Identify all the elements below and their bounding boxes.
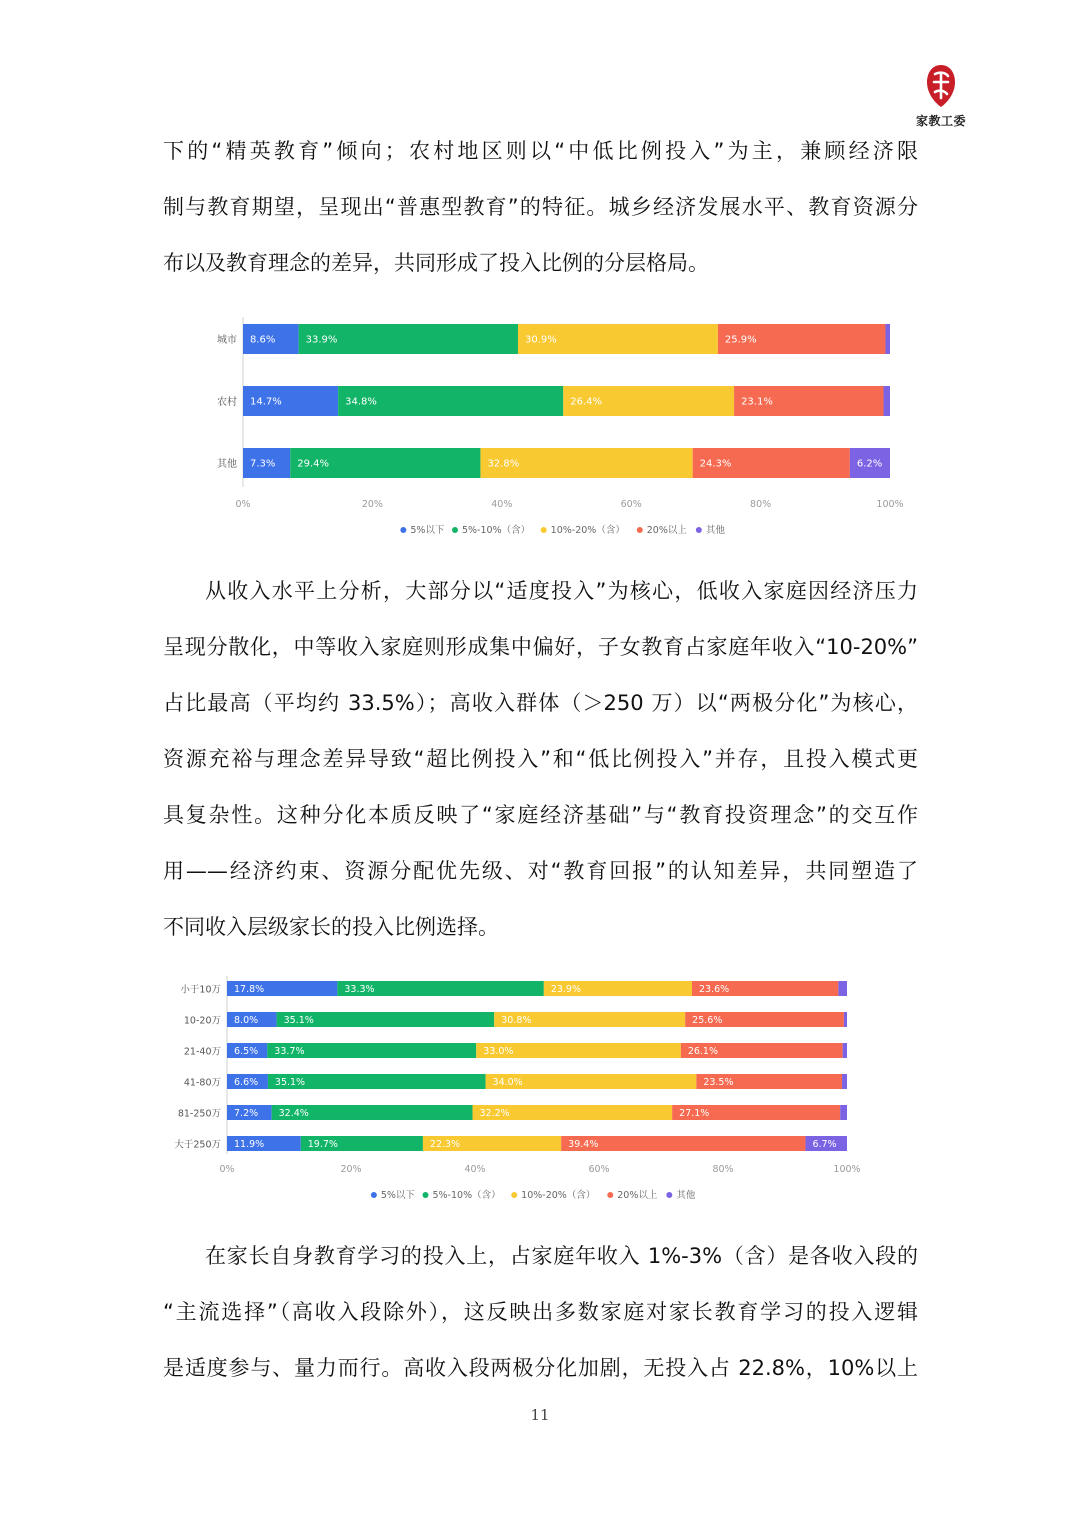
legend-marker (422, 1192, 428, 1198)
x-tick-label: 80% (712, 1164, 734, 1175)
data-label: 33.3% (344, 984, 375, 995)
x-tick-label: 60% (620, 499, 642, 510)
legend-marker (607, 1192, 613, 1198)
data-label: 30.8% (501, 1015, 532, 1026)
legend-label: 20%以上 (617, 1190, 658, 1201)
x-tick-label: 20% (361, 499, 383, 510)
data-label: 23.6% (699, 984, 730, 995)
legend-label: 5%以下 (380, 1190, 415, 1201)
x-tick-label: 0% (235, 499, 251, 510)
text-line: 资源充裕与理念差异导致“超比例投入”和“低比例投入”并存，且投入模式更 (163, 747, 918, 771)
data-label: 23.9% (550, 984, 582, 995)
data-label: 39.4% (568, 1139, 599, 1150)
data-label: 23.1% (741, 396, 773, 408)
data-label: 26.1% (687, 1046, 719, 1057)
legend-label: 5%-10%（含） (432, 1190, 501, 1201)
legend-label: 10%-20%（含） (550, 525, 625, 536)
data-label: 29.4% (297, 458, 330, 470)
data-label: 32.4% (278, 1108, 309, 1119)
data-label: 19.7% (307, 1139, 338, 1150)
category-label: 其他 (217, 459, 237, 470)
data-label: 34.8% (345, 396, 377, 408)
x-tick-label: 20% (340, 1164, 362, 1175)
legend-marker (371, 1192, 377, 1198)
x-tick-label: 0% (219, 1164, 235, 1175)
data-label: 7.3% (250, 458, 276, 470)
legend-marker (452, 527, 458, 533)
bar-segment (843, 1043, 847, 1058)
data-label: 25.6% (692, 1015, 723, 1026)
text-line: 具复杂性。这种分化本质反映了“家庭经济基础”与“教育投资理念”的交互作 (163, 803, 918, 827)
data-label: 24.3% (699, 458, 732, 470)
data-label: 27.1% (679, 1108, 710, 1119)
text-line: 从收入水平上分析，大部分以“适度投入”为核心，低收入家庭因经济压力 (205, 579, 918, 603)
bar-segment (840, 1105, 847, 1120)
legend-label: 其他 (705, 525, 725, 536)
data-label: 8.0% (234, 1015, 259, 1026)
category-label: 81-250万 (177, 1108, 221, 1120)
text-line: 用——经济约束、资源分配优先级、对“教育回报”的认知差异，共同塑造了 (163, 859, 918, 883)
paragraph-income-analysis (163, 563, 918, 955)
paragraph-urban-rural (163, 123, 918, 291)
data-label: 22.3% (429, 1139, 461, 1150)
legend-marker (696, 527, 702, 533)
data-label: 11.9% (234, 1139, 265, 1150)
data-label: 33.7% (274, 1046, 305, 1057)
text-line: 制与教育期望，呈现出“普惠型教育”的特征。城乡经济发展水平、教育资源分 (163, 195, 918, 219)
bar-segment (838, 981, 847, 996)
data-label: 34.0% (492, 1077, 523, 1088)
bar-segment (885, 324, 890, 354)
category-label: 农村 (217, 397, 237, 408)
text-line: 是适度参与、量力而行。高收入段两极分化加剧，无投入占 22.8%，10%以上 (163, 1356, 918, 1380)
data-label: 8.6% (250, 334, 276, 346)
data-label: 6.5% (234, 1046, 259, 1057)
category-label: 小于10万 (180, 984, 221, 996)
logo-text: 家教工委 (915, 114, 966, 128)
data-label: 30.9% (524, 334, 557, 346)
urban-rural-stacked-bar-chart (170, 305, 910, 550)
income-stacked-bar-chart (160, 970, 870, 1210)
legend-label: 其他 (676, 1190, 696, 1201)
category-label: 城市 (217, 335, 237, 346)
bar-segment (842, 1074, 847, 1089)
logo (906, 62, 976, 129)
data-label: 32.2% (479, 1108, 510, 1119)
data-label: 26.4% (570, 396, 603, 408)
data-label: 35.1% (283, 1015, 314, 1026)
legend-marker (666, 1192, 672, 1198)
data-label: 35.1% (274, 1077, 306, 1088)
data-label: 33.0% (483, 1046, 514, 1057)
text-line: “主流选择”（高收入段除外），这反映出多数家庭对家长教育学习的投入逻辑 (163, 1300, 918, 1324)
chart-legend (371, 1189, 696, 1201)
bar-segment (884, 386, 890, 416)
text-line: 不同收入层级家长的投入比例选择。 (163, 915, 499, 939)
paragraph-parent-learning (163, 1228, 918, 1396)
legend-marker (511, 1192, 517, 1198)
text-line: 下的“精英教育”倾向；农村地区则以“中低比例投入”为主，兼顾经济限 (163, 139, 918, 163)
x-tick-label: 40% (491, 499, 513, 510)
page-number: 11 (530, 1406, 550, 1424)
text-line: 呈现分散化，中等收入家庭则形成集中偏好，子女教育占家庭年收入“10-20%” (163, 635, 918, 659)
data-label: 33.9% (305, 334, 338, 346)
x-tick-label: 40% (464, 1164, 486, 1175)
legend-label: 5%-10%（含） (461, 525, 531, 536)
legend-label: 5%以下 (410, 525, 445, 536)
bar-segment (844, 1012, 847, 1027)
legend-marker (400, 527, 406, 533)
data-label: 23.5% (703, 1077, 734, 1088)
data-label: 17.8% (234, 984, 265, 995)
legend-marker (541, 527, 547, 533)
category-label: 41-80万 (183, 1077, 221, 1089)
x-tick-label: 80% (750, 499, 772, 510)
data-label: 6.6% (234, 1077, 259, 1088)
x-tick-label: 100% (833, 1164, 861, 1175)
x-tick-label: 100% (876, 499, 904, 510)
data-label: 6.2% (856, 458, 883, 470)
data-label: 25.9% (724, 334, 757, 346)
category-label: 21-40万 (183, 1046, 221, 1058)
chart-legend (400, 524, 725, 536)
data-label: 6.7% (812, 1139, 837, 1150)
data-label: 32.8% (487, 458, 520, 470)
seal-icon (923, 62, 959, 110)
data-label: 14.7% (250, 396, 282, 408)
text-line: 布以及教育理念的差异，共同形成了投入比例的分层格局。 (163, 251, 709, 275)
text-line: 占比最高（平均约 33.5%）；高收入群体（＞250 万）以“两极分化”为核心， (163, 691, 918, 715)
legend-marker (637, 527, 643, 533)
category-label: 大于250万 (174, 1139, 221, 1151)
data-label: 7.2% (234, 1108, 259, 1119)
text-line: 在家长自身教育学习的投入上，占家庭年收入 1%-3%（含）是各收入段的 (205, 1244, 918, 1268)
legend-label: 20%以上 (646, 525, 687, 536)
legend-label: 10%-20%（含） (521, 1190, 596, 1201)
x-tick-label: 60% (588, 1164, 610, 1175)
category-label: 10-20万 (183, 1015, 221, 1027)
